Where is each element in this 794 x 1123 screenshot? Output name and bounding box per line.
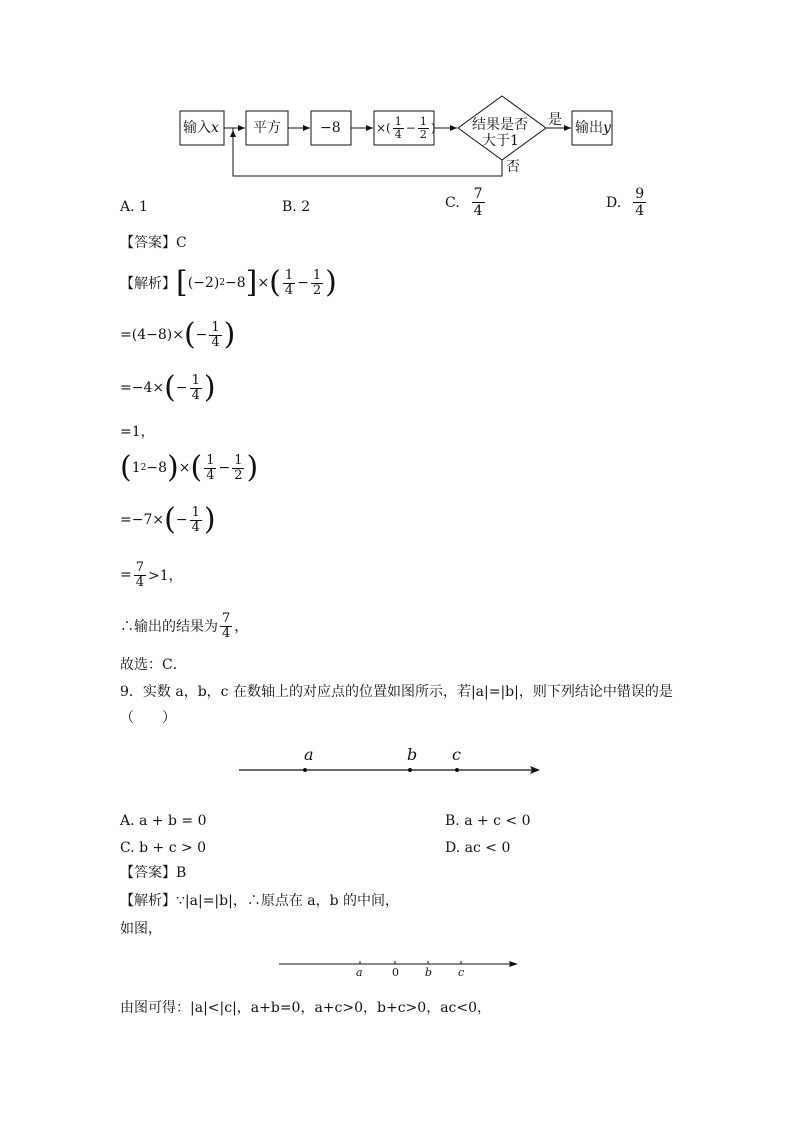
answer-value: C	[176, 235, 187, 251]
answer-tag: 【答案】	[120, 865, 176, 881]
yes-label: 是	[548, 112, 562, 128]
axis2-label-0: 0	[392, 966, 399, 979]
input-label	[183, 119, 219, 137]
analysis-tag: 【解析】	[120, 893, 176, 909]
q9-option-d: D. ac < 0	[445, 840, 511, 856]
q9-as-figure: 如图，	[120, 921, 162, 937]
times-close: )	[430, 121, 436, 135]
answer-tag: 【答案】	[120, 235, 176, 251]
analysis-text: ∵|a|=|b|，∴原点在 a，b 的中间，	[176, 893, 400, 909]
q9-answer	[120, 864, 186, 882]
number-line-1	[0, 740, 794, 785]
analysis-tag: 【解析】	[120, 276, 176, 292]
axis-label-b: b	[407, 745, 418, 764]
decision-line2: 大于1	[482, 133, 519, 149]
q9-option-a: A. a + b = 0	[120, 813, 207, 829]
axis-label-c: c	[452, 745, 461, 764]
axis2-label-a: a	[356, 966, 363, 979]
point-a	[303, 768, 307, 772]
times-label	[376, 113, 436, 143]
q8-analysis-line-7: = $\frac{7}{4}$ >1，	[120, 559, 183, 590]
q8-analysis-line-6: =−7× ( − $\frac{1}{4}$ )	[120, 502, 216, 537]
no-label: 否	[506, 159, 520, 175]
q8-analysis-line-5: ( 1 2 −8 ) × ( $\frac{1}{4}$ − $\frac{1}{2}$ )	[120, 450, 259, 485]
axis2-label-b: b	[425, 966, 433, 979]
q8-analysis-line-3: =−4× ( − $\frac{1}{4}$ )	[120, 370, 216, 405]
q8-analysis-line-8: ∴输出的结果为 $\frac{7}{4}$ ，	[120, 610, 249, 641]
q9-option-c: C. b + c > 0	[120, 840, 207, 856]
q8-analysis-line-9: 故选：C．	[120, 657, 187, 673]
q8-analysis-line-1: 【解析】 [ (−2) 2 −8 ] × ( $\frac{1}{4}$ − $\frac{1}{2}$ )	[120, 265, 337, 300]
q9-option-b: B. a + c < 0	[445, 813, 531, 829]
q8-analysis-line-2: =(4−8)× ( − $\frac{1}{4}$ )	[120, 317, 236, 352]
point-c	[455, 768, 459, 772]
minus8-label: −8	[320, 120, 341, 136]
q8-option-d: D. $\frac{9}{4}$	[606, 186, 645, 219]
input-var: x	[211, 120, 219, 136]
q9-stem-line-2: （ ）	[120, 710, 176, 726]
q9-stem-line-1: 9．实数 a，b，c 在数轴上的对应点的位置如图所示，若|a|=|b|，则下列结论中错误的是	[120, 684, 673, 700]
times-frac-1: $\frac{1}{4}$	[394, 114, 402, 141]
q9-analysis	[120, 892, 399, 910]
point-b	[408, 768, 412, 772]
q8-option-c: C. $\frac{7}{4}$	[445, 186, 483, 219]
output-var: y	[603, 120, 611, 136]
q8-answer	[120, 234, 187, 252]
times-open: ×(	[376, 121, 391, 135]
axis-label-a: a	[304, 745, 314, 764]
q8-analysis-line-4: =1，	[120, 424, 155, 440]
output-label	[575, 119, 611, 137]
q8-option-a: A. 1	[120, 199, 148, 215]
answer-value: B	[176, 865, 187, 881]
axis2-label-c: c	[458, 966, 465, 979]
q9-conclusion: 由图可得：|a|<|c|，a+b=0，a+c>0，b+c>0，ac<0，	[120, 1000, 492, 1016]
square-label: 平方	[253, 120, 281, 136]
output-text: 输出	[575, 120, 603, 136]
input-text: 输入	[183, 120, 211, 136]
flowchart	[0, 0, 794, 190]
times-op: −	[405, 121, 416, 135]
q8-option-b: B. 2	[282, 199, 311, 215]
times-frac-2: $\frac{1}{2}$	[419, 114, 427, 141]
decision-line1: 结果是否	[472, 117, 528, 133]
